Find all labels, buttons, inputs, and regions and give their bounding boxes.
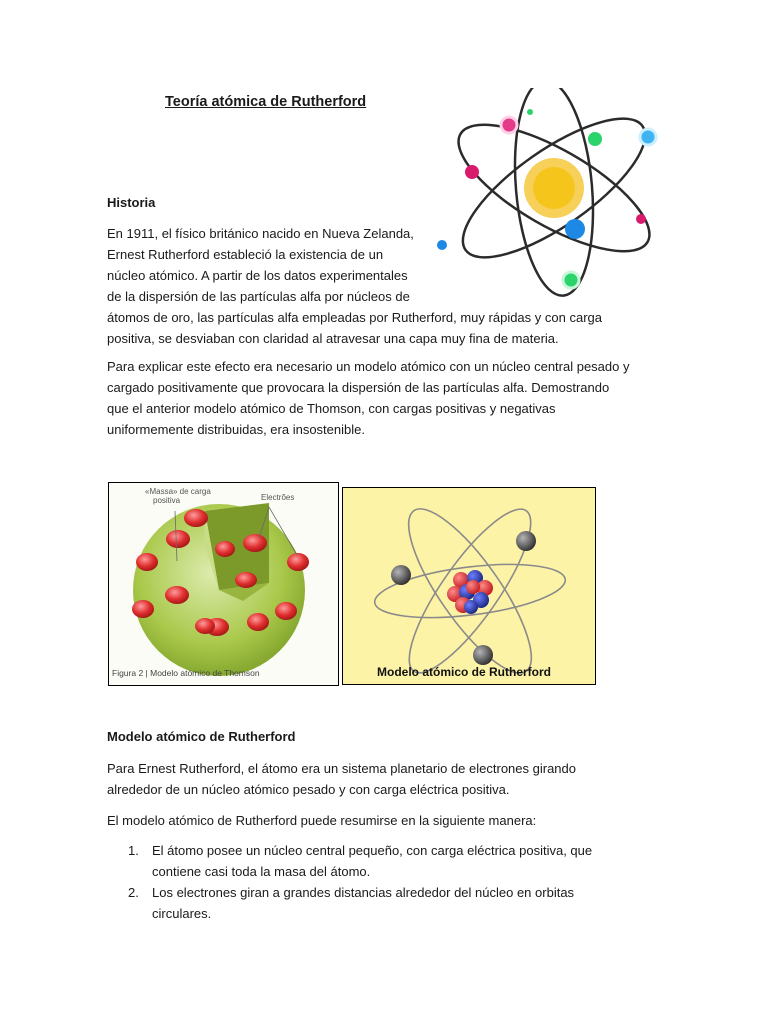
text-line: cargado positivamente que provocara la dispersión de las partículas alfa. Demostrando — [107, 380, 610, 395]
list-text — [152, 882, 574, 924]
list-item — [128, 882, 648, 924]
mass-label-line: positiva — [153, 496, 181, 505]
list-text — [152, 840, 592, 882]
summary-intro: El modelo atómico de Rutherford puede resumirse en la siguiente manera: — [107, 813, 537, 828]
section-heading-historia: Historia — [107, 195, 156, 210]
page-title: Teoría atómica de Rutherford — [165, 94, 367, 110]
list-number: 1. — [128, 843, 139, 858]
list-item — [128, 840, 648, 882]
text-line: Ernest Rutherford estableció la existencia de un — [107, 247, 384, 262]
rutherford-model-figure — [342, 487, 596, 685]
text-line: Para explicar este efecto era necesario un modelo atómico con un núcleo central pesado y — [107, 359, 630, 374]
text-line: de la dispersión de las partículas alfa por núcleos de — [107, 289, 410, 304]
figure-caption: Figura 2 | Modelo atómico de Thomson — [112, 668, 260, 678]
text-line: átomos de oro, las partículas alfa empleadas por Rutherford, muy rápidas y con carga — [107, 310, 602, 325]
text-line: que el anterior modelo atómico de Thomson, con cargas positivas y negativas — [107, 401, 556, 416]
text-line: positiva, se desviaban con claridad al atravesar una capa muy fina de materia. — [107, 331, 559, 346]
mass-label-line: «Massa» de carga — [145, 487, 211, 496]
text-line: uniformemente distribuidas, era insostenible. — [107, 422, 365, 437]
electrons-label: Electrões — [261, 493, 295, 502]
text-line: Los electrones giran a grandes distancias alrededor del núcleo en orbitas — [152, 885, 575, 900]
list-number: 2. — [128, 885, 139, 900]
thomson-model-figure — [108, 482, 339, 686]
section-heading-modelo: Modelo atómico de Rutherford — [107, 729, 296, 744]
text-line: circulares. — [152, 906, 212, 921]
text-line: El átomo posee un núcleo central pequeño, con carga eléctrica positiva, que — [152, 843, 593, 858]
text-line: núcleo atómico. A partir de los datos experimentales — [107, 268, 408, 283]
rutherford-model-illustration — [343, 488, 595, 684]
historia-paragraph — [107, 223, 602, 349]
explanation-paragraph — [107, 356, 629, 440]
figure-caption: Modelo atómico de Rutherford — [377, 665, 551, 679]
text-line: contiene casi toda la masa del átomo. — [152, 864, 371, 879]
text-line: En 1911, el físico británico nacido en Nueva Zelanda, — [107, 226, 414, 241]
text-line: Para Ernest Rutherford, el átomo era un sistema planetario de electrones girando — [107, 761, 576, 776]
text-line: alrededor de un núcleo atómico pesado y con carga eléctrica positiva. — [107, 782, 510, 797]
modelo-paragraph — [107, 758, 576, 800]
thomson-model-illustration — [109, 483, 338, 685]
mass-label — [145, 487, 211, 505]
